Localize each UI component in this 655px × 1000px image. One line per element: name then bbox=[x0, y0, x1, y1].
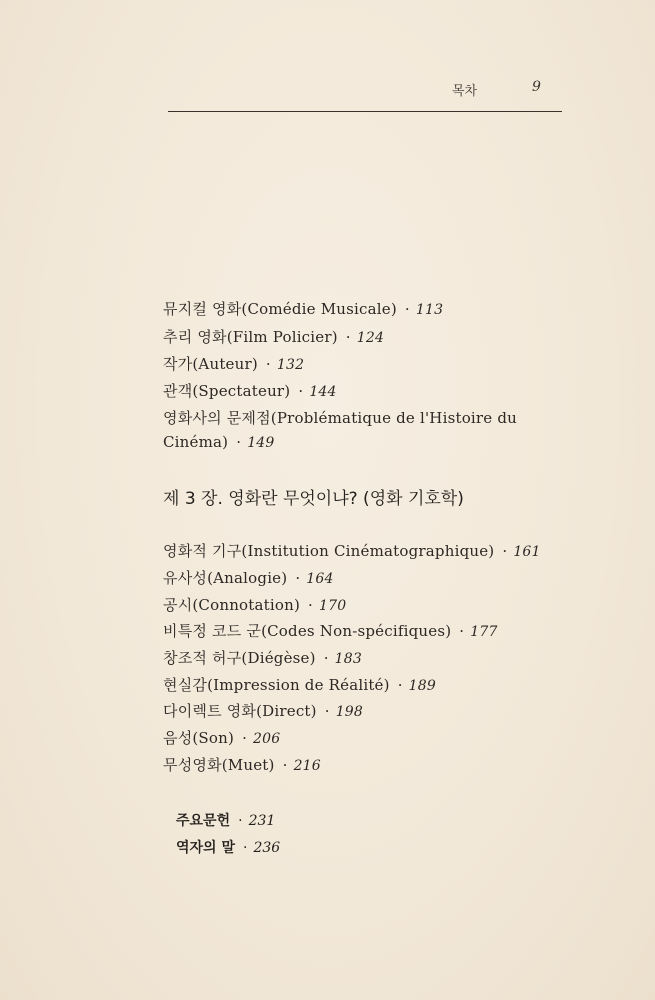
toc-separator: · bbox=[404, 300, 410, 318]
toc-separator: · bbox=[265, 355, 271, 373]
toc-entry-text: 뮤지컬 영화(Comédie Musicale) bbox=[163, 300, 397, 318]
toc-separator: · bbox=[242, 840, 248, 856]
toc-entry-page: 216 bbox=[293, 758, 321, 774]
backmatter-text: 주요문헌 bbox=[176, 813, 231, 829]
toc-entry-text: 현실감(Impression de Réalité) bbox=[163, 676, 390, 694]
toc-entry-text: 추리 영화(Film Policier) bbox=[163, 328, 338, 346]
toc-separator: · bbox=[397, 676, 403, 694]
toc-entry bbox=[163, 647, 362, 668]
toc-entry bbox=[163, 700, 363, 721]
toc-separator: · bbox=[324, 702, 330, 720]
toc-separator: · bbox=[345, 328, 351, 346]
toc-entry bbox=[163, 540, 541, 561]
toc-separator: · bbox=[282, 756, 288, 774]
toc-entry bbox=[163, 674, 436, 695]
toc-entry-text: 영화적 기구(Institution Cinématographique) bbox=[163, 542, 495, 560]
toc-entry-page: 144 bbox=[309, 384, 337, 400]
toc-entry-page: 170 bbox=[319, 598, 347, 614]
toc-separator: · bbox=[459, 622, 465, 640]
header-rule bbox=[168, 111, 562, 112]
toc-entry bbox=[163, 727, 280, 748]
toc-entry-text: 유사성(Analogie) bbox=[163, 569, 288, 587]
toc-entry-text: 관객(Spectateur) bbox=[163, 382, 291, 400]
chapter-heading: 제 3 장. 영화란 무엇이냐? (영화 기호학) bbox=[163, 489, 464, 509]
toc-separator: · bbox=[238, 813, 243, 829]
header-title: 목차 bbox=[452, 84, 478, 99]
toc-entry-text: 다이렉트 영화(Direct) bbox=[163, 702, 317, 720]
toc-entry bbox=[163, 380, 337, 401]
toc-entry bbox=[163, 754, 321, 775]
toc-entry-page: 177 bbox=[470, 624, 498, 640]
toc-separator: · bbox=[242, 729, 248, 747]
toc-separator: · bbox=[308, 596, 314, 614]
toc-separator: · bbox=[298, 382, 304, 400]
toc-entry-page: 164 bbox=[306, 571, 334, 587]
toc-entry-text: 무성영화(Muet) bbox=[163, 756, 275, 774]
toc-entry-text: Cinéma) bbox=[163, 433, 229, 451]
toc-entry-text: 영화사의 문제점(Problématique de l'Histoire du bbox=[163, 409, 517, 427]
toc-entry-text: 비특정 코드 군(Codes Non-spécifiques) bbox=[163, 622, 452, 640]
backmatter-entry bbox=[176, 810, 275, 830]
running-header bbox=[0, 80, 655, 104]
toc-entry-page: 206 bbox=[253, 731, 281, 747]
toc-entry-text: 공시(Connotation) bbox=[163, 596, 301, 614]
toc-entry-text: 음성(Son) bbox=[163, 729, 235, 747]
toc-entry-page: 113 bbox=[415, 302, 444, 318]
toc-entry-page: 149 bbox=[247, 435, 275, 451]
toc-entry-page: 198 bbox=[335, 704, 364, 720]
toc-entry-page: 161 bbox=[513, 544, 541, 560]
toc-separator: · bbox=[323, 649, 329, 667]
toc-entry-text: 창조적 허구(Diégèse) bbox=[163, 649, 316, 667]
toc-entry-page: 183 bbox=[334, 651, 362, 667]
toc-entry-page: 124 bbox=[356, 330, 385, 346]
toc-separator: · bbox=[502, 542, 508, 560]
toc-entry-page: 189 bbox=[408, 678, 436, 694]
toc-separator: · bbox=[295, 569, 301, 587]
toc-entry bbox=[163, 594, 346, 615]
backmatter-entry bbox=[176, 837, 280, 857]
toc-entry bbox=[163, 353, 304, 374]
toc-entry bbox=[163, 433, 275, 451]
toc-entry bbox=[163, 326, 384, 347]
backmatter-page: 231 bbox=[248, 813, 276, 829]
toc-entry bbox=[163, 620, 498, 641]
backmatter-text: 역자의 말 bbox=[176, 840, 235, 856]
toc-separator: · bbox=[236, 433, 242, 451]
toc-entry-text: 작가(Auteur) bbox=[163, 355, 258, 373]
backmatter-page: 236 bbox=[253, 840, 281, 856]
header-page-number: 9 bbox=[532, 79, 541, 95]
toc-entry bbox=[163, 298, 443, 319]
toc-entry bbox=[163, 407, 517, 428]
toc-entry bbox=[163, 567, 334, 588]
toc-entry-page: 132 bbox=[276, 357, 305, 373]
